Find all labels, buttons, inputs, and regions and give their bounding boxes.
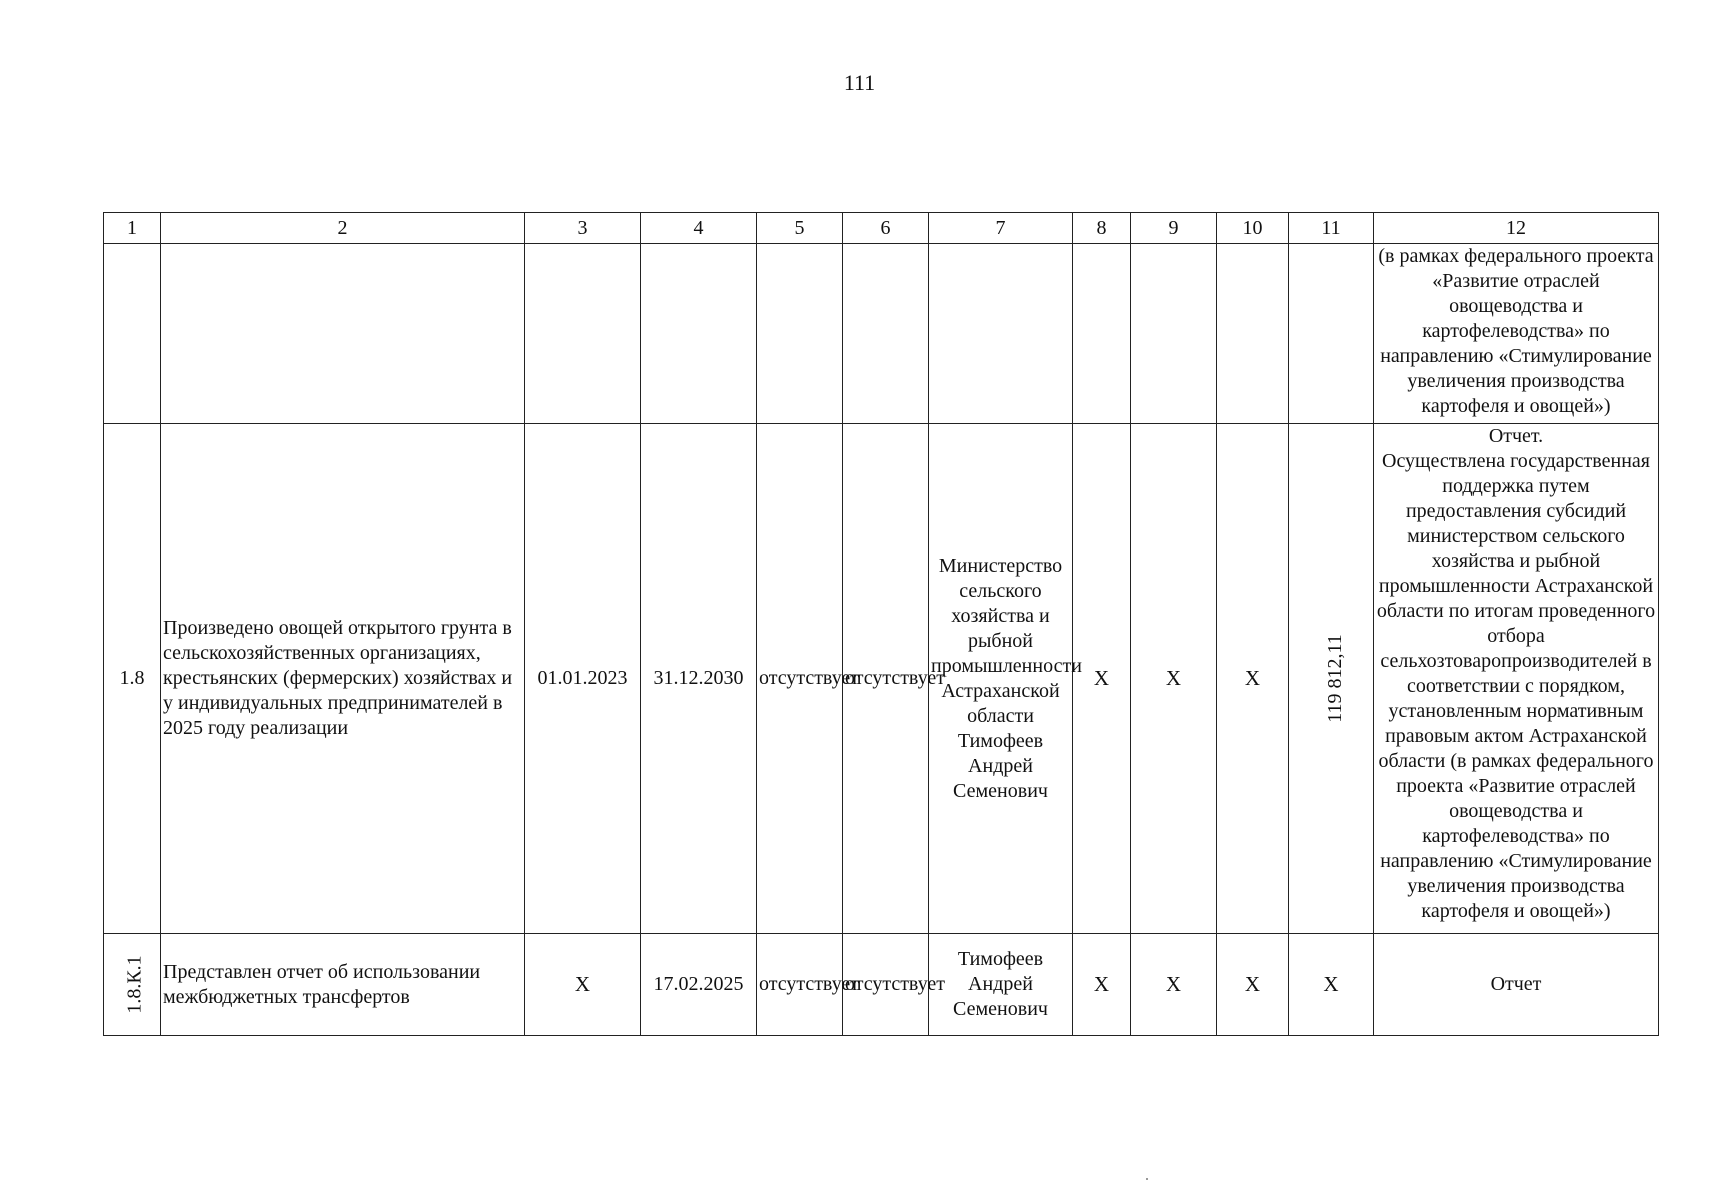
col8-mark: X [1073,934,1131,1036]
row-number-cell [104,934,161,1036]
report-text: Осуществлена государственная поддержка путем предоставления субсидий министерством сельского хозяйства и рыбной промышленности Астраханской области по итогам проведенного отбора сельхозтоваропроизводителей в соответствии с порядком, установленным нормативным правовым актом Астраханской области (в рамках федерального проекта «Развитие отраслей овощеводства и картофелеводства» по направлению «Стимулирование увеличения производства картофеля и овощей») [1376,450,1656,922]
empty-cell [1073,244,1131,424]
empty-cell [641,244,757,424]
funding-amount-cell [1289,424,1374,934]
col6-value: отсутствует [843,934,929,1036]
checkpoint-name: Представлен отчет об использовании межбюджетных трансфертов [161,934,525,1036]
empty-cell [1217,244,1289,424]
empty-cell [929,244,1073,424]
header-cell: 12 [1374,213,1659,244]
report-label: Отчет [1374,934,1659,1036]
header-cell: 4 [641,213,757,244]
row-number: 1.8 [104,424,161,934]
empty-cell [1289,244,1374,424]
empty-cell [161,244,525,424]
empty-cell [104,244,161,424]
report-cell [1374,424,1659,934]
scan-speck [1146,1178,1148,1180]
header-cell: 7 [929,213,1073,244]
table-row-1-8-k1 [104,934,1659,1036]
col5-value: отсутствует [757,934,843,1036]
empty-cell [757,244,843,424]
empty-cell [843,244,929,424]
empty-cell [525,244,641,424]
header-cell: 1 [104,213,161,244]
funding-amount: 119 812,11 [1323,634,1346,723]
col6-value: отсутствует [843,424,929,934]
responsible-executor: Тимофеев Андрей Семенович [929,934,1073,1036]
end-date: 31.12.2030 [641,424,757,934]
header-cell: 5 [757,213,843,244]
header-cell: 3 [525,213,641,244]
col10-mark: X [1217,424,1289,934]
col3-mark: X [525,934,641,1036]
header-cell: 10 [1217,213,1289,244]
header-row [104,213,1659,244]
start-date: 01.01.2023 [525,424,641,934]
header-cell: 9 [1131,213,1217,244]
row-number: 1.8.К.1 [123,955,146,1014]
header-cell: 2 [161,213,525,244]
header-cell: 11 [1289,213,1374,244]
header-cell: 8 [1073,213,1131,244]
page-number: 111 [843,70,876,95]
table-row-continuation [104,244,1659,424]
responsible-executor: Министерство сельского хозяйства и рыбной промышленности Астраханской области Тимофеев Андрей Семенович [929,424,1073,934]
continuation-text: (в рамках федерального проекта «Развитие отраслей овощеводства и картофелеводства» по направлению «Стимулирование увеличения производства картофеля и овощей») [1374,244,1659,424]
table-row-1-8 [104,424,1659,934]
col11-mark: X [1289,934,1374,1036]
col10-mark: X [1217,934,1289,1036]
report-title: Отчет. [1488,425,1544,447]
col8-mark: X [1073,424,1131,934]
indicator-name: Произведено овощей открытого грунта в сельскохозяйственных организациях, крестьянских (фермерских) хозяйствах и у индивидуальных предпринимателей в 2025 году реализации [161,424,525,934]
col9-mark: X [1131,424,1217,934]
col5-value: отсутствует [757,424,843,934]
col9-mark: X [1131,934,1217,1036]
empty-cell [1131,244,1217,424]
header-cell: 6 [843,213,929,244]
report-table [103,212,1659,1036]
checkpoint-date: 17.02.2025 [641,934,757,1036]
